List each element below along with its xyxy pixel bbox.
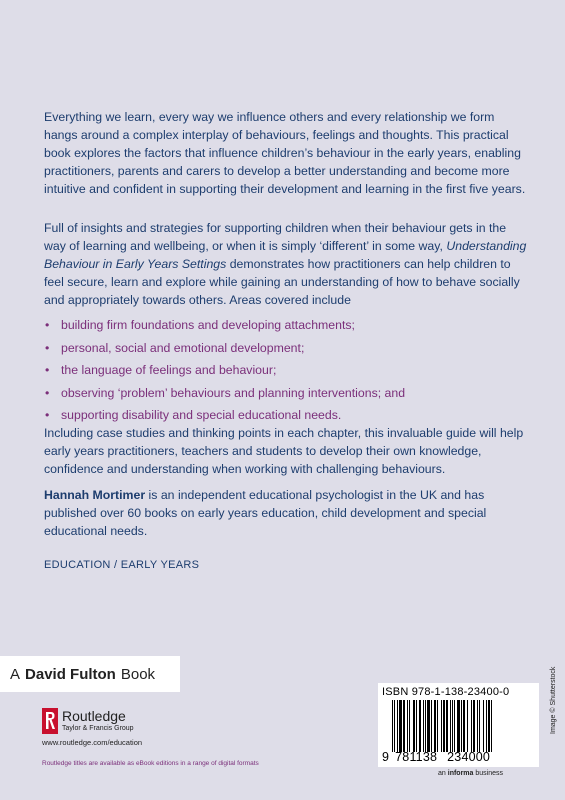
areas-covered-list <box>44 314 524 427</box>
informa-brand: informa <box>447 770 474 777</box>
list-item-text: personal, social and emotional development; <box>61 340 305 355</box>
barcode-bar <box>423 700 424 752</box>
imprint-banner <box>0 656 180 692</box>
barcode-bar <box>407 700 408 752</box>
isbn-barcode <box>378 683 539 767</box>
isbn-label: ISBN 978-1-138-23400-0 <box>382 686 510 698</box>
barcode-bar <box>479 700 480 752</box>
barcode-bar <box>434 700 436 752</box>
image-credit <box>546 648 562 734</box>
bullet-icon: • <box>45 385 50 400</box>
image-credit-text: Image © Shutterstock <box>550 666 557 734</box>
description-paragraph-2-rest: demonstrates how practitioners can help children to feel secure, learn and explore while gaining an understanding of how to behave socially and appropriately towards others. Areas covered include <box>44 257 520 307</box>
description-paragraph-1: Everything we learn, every way we influence others and every relationship we form hangs around a complex interplay of behaviours, feelings and thoughts. This practical book explores the factors that influence children’s behaviour in the early years, enabling practitioners, parents and carers to develop a better understanding and become more intuitive and confident in supporting their development and learning in the first five years. <box>44 110 526 196</box>
barcode-digit-group-1: 781138 <box>395 750 438 764</box>
barcode-digits <box>378 750 539 764</box>
list-item-text: the language of feelings and behaviour; <box>61 363 277 377</box>
barcode-bar <box>416 700 417 752</box>
imprint-suffix: Book <box>120 665 156 683</box>
list-item-text: supporting disability and special educational needs. <box>61 408 342 422</box>
book-title-inline: Understanding Behaviour in Early Years Settings <box>44 239 527 271</box>
barcode-bar <box>394 700 395 752</box>
imprint-name: David Fulton <box>25 665 116 683</box>
bullet-icon: • <box>45 340 50 355</box>
barcode-bar <box>471 700 472 752</box>
barcode-bar <box>419 700 421 752</box>
barcode-bar <box>488 700 490 752</box>
list-item <box>44 337 524 360</box>
barcode-bar <box>437 700 438 752</box>
barcode-bar <box>452 700 453 752</box>
barcode-bar <box>463 700 465 752</box>
list-item <box>44 382 524 405</box>
barcode-bar <box>441 700 442 752</box>
bullet-icon: • <box>45 363 50 377</box>
routledge-logo-icon <box>42 708 58 734</box>
description-paragraph-3: Including case studies and thinking points in each chapter, this invaluable guide will help early years practitioners, teachers and students to develop their own knowledge, confidence and understanding when working with challenging behaviours. <box>44 426 524 476</box>
publisher-tagline: Taylor & Francis Group <box>62 725 134 732</box>
barcode-bar <box>483 700 484 752</box>
author-name: Hannah Mortimer <box>44 488 146 502</box>
barcode-bar <box>477 700 478 752</box>
barcode-bar <box>446 700 448 752</box>
publisher-name: Routledge <box>62 708 126 724</box>
barcode-bar <box>486 700 487 752</box>
informa-suffix: business <box>475 770 504 777</box>
barcode-bar <box>467 700 468 752</box>
barcode-bar <box>461 700 462 752</box>
description-paragraph-2-lead: Full of insights and strategies for supporting children when their behaviour gets in the way of learning and wellbeing, or when it is simply ‘different’ in some way, <box>44 221 507 253</box>
author-bio-text: is an independent educational psychologist in the UK and has published over 60 books on early years education, child development and special educational needs. <box>44 488 487 538</box>
barcode-digit-lead: 9 <box>382 750 390 764</box>
barcode-bar <box>392 700 393 752</box>
list-item-text: observing ‘problem’ behaviours and planning interventions; and <box>61 385 406 400</box>
barcode-bar <box>413 700 415 752</box>
barcode-bar <box>450 700 451 752</box>
barcode-bar <box>491 700 492 752</box>
barcode-bars <box>392 700 532 752</box>
informa-business-mark <box>438 770 503 777</box>
author-bio <box>44 486 529 540</box>
bullet-icon: • <box>45 318 50 332</box>
barcode-bar <box>409 700 410 752</box>
informa-prefix: an <box>438 770 446 777</box>
barcode-bar <box>473 700 475 752</box>
barcode-bar <box>403 700 405 752</box>
barcode-bar <box>431 700 432 752</box>
barcode-bar <box>457 700 460 752</box>
bullet-icon: • <box>45 408 50 422</box>
list-item-text: building firm foundations and developing attachments; <box>61 318 355 332</box>
imprint-article: A <box>10 665 21 683</box>
barcode-bar <box>399 700 402 752</box>
barcode-bar <box>454 700 455 752</box>
barcode-digit-group-2: 234000 <box>447 750 491 764</box>
publisher-url: www.routledge.com/education <box>42 738 143 747</box>
barcode-bar <box>427 700 430 752</box>
list-item <box>44 359 524 382</box>
barcode-bar <box>397 700 398 752</box>
list-item <box>44 314 524 337</box>
category-label: EDUCATION / EARLY YEARS <box>44 559 200 571</box>
description-paragraph-2 <box>44 219 529 309</box>
ebook-availability-note: Routledge titles are available as eBook editions in a range of digital formats <box>42 760 259 767</box>
barcode-bar <box>443 700 445 752</box>
barcode-bar <box>425 700 426 752</box>
